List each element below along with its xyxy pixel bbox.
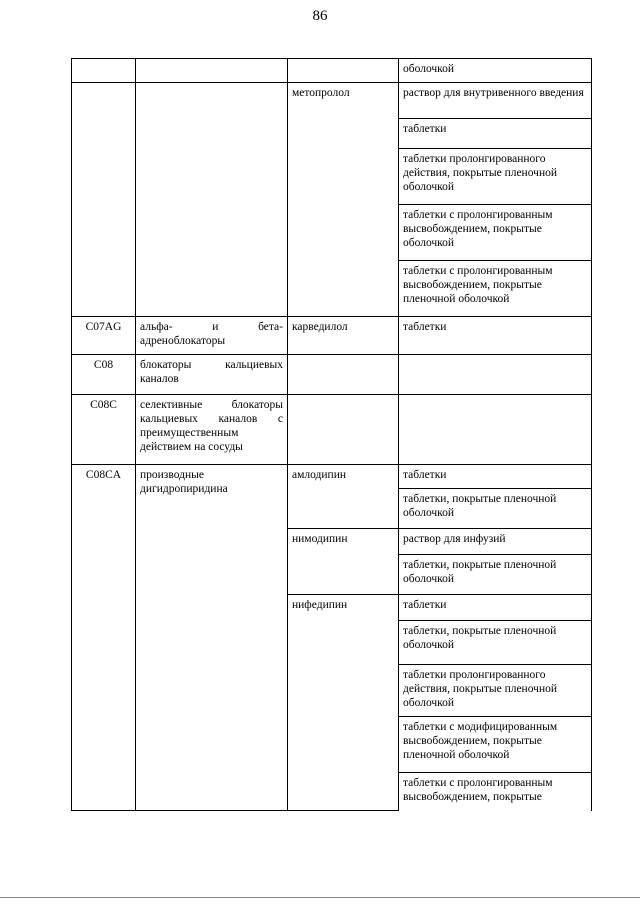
dosage-form-cell: оболочкой (399, 59, 592, 83)
atc-name-cell: блокаторы кальциевых каналов (136, 355, 288, 395)
dosage-form-cell: таблетки (399, 317, 592, 355)
atc-name-cell (136, 83, 288, 317)
atc-code-cell: C08CA (72, 465, 136, 811)
medicines-table (71, 58, 592, 811)
table-row (72, 83, 592, 119)
dosage-form-cell: таблетки (399, 465, 592, 489)
drug-name-cell (288, 59, 399, 83)
drug-name-cell: нимодипин (288, 529, 399, 595)
atc-code-cell (72, 59, 136, 83)
table-row (72, 465, 592, 489)
dosage-form-cell: раствор для внутривенного введения (399, 83, 592, 119)
table-row (72, 59, 592, 83)
atc-name-cell: производные дигидропиридина (136, 465, 288, 811)
table-row (72, 395, 592, 465)
dosage-form-cell: таблетки (399, 595, 592, 621)
dosage-form-cell (399, 355, 592, 395)
dosage-form-cell: таблетки, покрытые пленочной оболочкой (399, 489, 592, 529)
dosage-form-cell: таблетки пролонгированного действия, покрытые пленочной оболочкой (399, 149, 592, 205)
atc-name-cell: селективные блокаторы кальциевых каналов с преимущественным действием на сосуды (136, 395, 288, 465)
dosage-form-cell: таблетки (399, 119, 592, 149)
atc-code-cell: C08 (72, 355, 136, 395)
dosage-form-cell: таблетки, покрытые пленочной оболочкой (399, 555, 592, 595)
drug-name-cell (288, 355, 399, 395)
table-row (72, 317, 592, 355)
atc-code-cell: C08C (72, 395, 136, 465)
dosage-form-cell: раствор для инфузий (399, 529, 592, 555)
atc-code-cell (72, 83, 136, 317)
dosage-form-cell: таблетки пролонгированного действия, покрытые пленочной оболочкой (399, 665, 592, 717)
dosage-form-cell: таблетки, покрытые пленочной оболочкой (399, 621, 592, 665)
page-number: 86 (312, 8, 328, 24)
table-row (72, 355, 592, 395)
dosage-form-cell: таблетки с пролонгированным высвобождением, покрытые пленочной оболочкой (399, 261, 592, 317)
drug-name-cell: метопролол (288, 83, 399, 317)
drug-name-cell (288, 395, 399, 465)
drug-name-cell: нифедипин (288, 595, 399, 811)
dosage-form-cell: таблетки с пролонгированным высвобождением, покрытые оболочкой (399, 205, 592, 261)
dosage-form-cell: таблетки с пролонгированным высвобождением, покрытые (399, 773, 592, 811)
atc-name-cell (136, 59, 288, 83)
scan-edge-line (0, 897, 640, 898)
atc-code-cell: C07AG (72, 317, 136, 355)
drug-name-cell: амлодипин (288, 465, 399, 529)
dosage-form-cell (399, 395, 592, 465)
dosage-form-cell: таблетки с модифицированным высвобождением, покрытые пленочной оболочкой (399, 717, 592, 773)
drug-name-cell: карведилол (288, 317, 399, 355)
atc-name-cell: альфа- и бета-адреноблокаторы (136, 317, 288, 355)
